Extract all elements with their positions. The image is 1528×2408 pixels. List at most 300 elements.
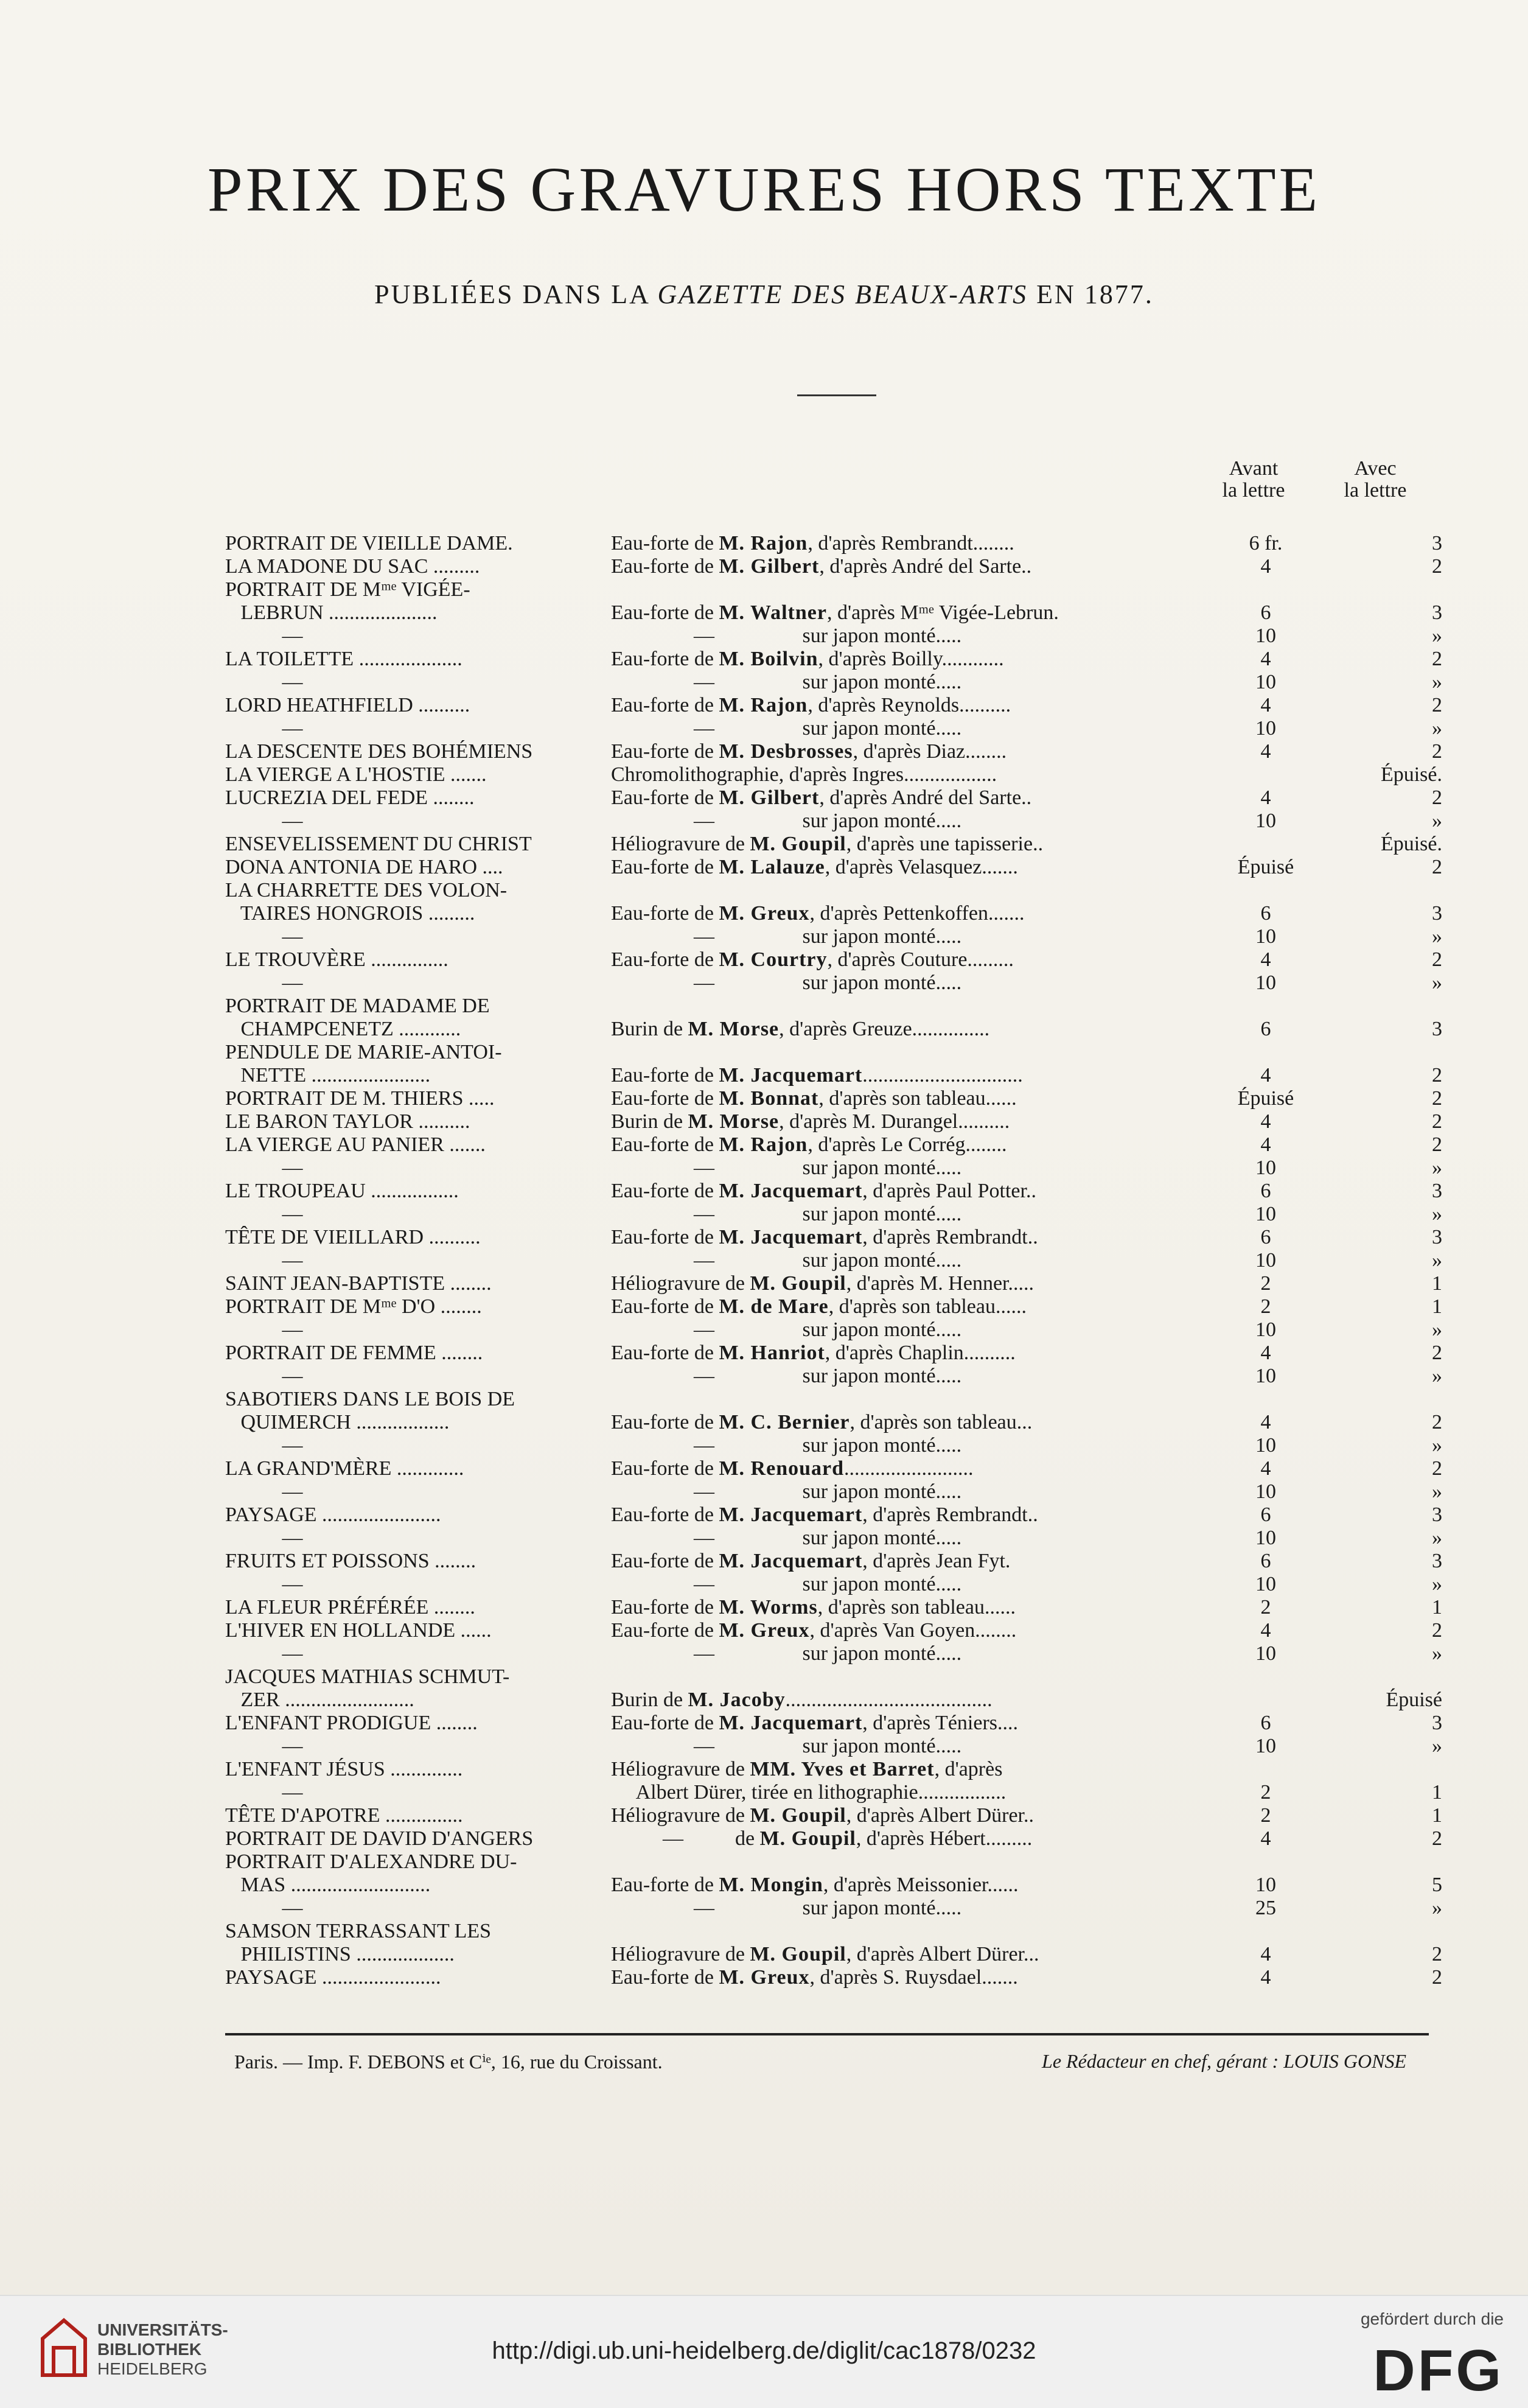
- price-avec: 3: [1432, 601, 1442, 624]
- printer-imprint: Paris. — Imp. F. DEBONS et Cⁱᵉ, 16, rue du Croissant.: [234, 2051, 663, 2073]
- technique-label: Eau-forte de: [611, 1411, 719, 1433]
- engraver-name: M. Gilbert: [719, 786, 820, 809]
- price-avant: 4: [1260, 1342, 1271, 1364]
- engraver-name: M. Desbrosses: [719, 740, 853, 763]
- engraver-name: M. Waltner: [719, 601, 827, 624]
- price-avec: 2: [1432, 694, 1442, 716]
- table-row: [225, 1249, 1442, 1272]
- engraver-name: M. Renouard: [719, 1457, 845, 1480]
- price-avant: 10: [1255, 1527, 1276, 1549]
- technique-label: Eau-forte de: [611, 948, 719, 971]
- source-note: , d'après: [934, 1758, 1003, 1780]
- price-avec: 3: [1432, 1180, 1442, 1202]
- engraving-title: LE BARON TAYLOR ..........: [225, 1110, 470, 1133]
- source-note: , d'après Van Goyen........: [809, 1619, 1017, 1642]
- subtitle-pre: PUBLIÉES DANS LA: [374, 279, 649, 309]
- engraver-name: M. Greux: [719, 902, 810, 925]
- engraving-title: —: [225, 1434, 303, 1457]
- engraving-technique: [611, 717, 1439, 740]
- engraving-technique: [611, 1619, 1439, 1642]
- source-note: sur japon monté.....: [802, 717, 962, 740]
- title-divider: [797, 394, 876, 396]
- technique-label: Eau-forte de: [611, 694, 719, 716]
- engraving-technique: [611, 1573, 1439, 1596]
- table-row: [225, 717, 1442, 740]
- engraving-technique: [611, 1342, 1439, 1365]
- engraving-technique: [611, 1318, 1439, 1342]
- price-avant: 10: [1255, 1318, 1276, 1341]
- engraving-title: PORTRAIT DE MADAME DE: [225, 995, 490, 1017]
- table-row: [225, 1110, 1442, 1133]
- price-avant: 2: [1260, 1596, 1271, 1619]
- engraver-name: M. Jacquemart: [719, 1226, 863, 1248]
- engraving-title: LUCREZIA DEL FEDE ........: [225, 786, 475, 809]
- price-avec: 1: [1432, 1781, 1442, 1804]
- technique-label: Héliogravure de: [611, 1804, 750, 1827]
- price-avant: 10: [1255, 1249, 1276, 1272]
- engraver-name: M. Rajon: [719, 694, 808, 716]
- engraving-technique: [611, 1110, 1439, 1133]
- table-row: [225, 1388, 1442, 1411]
- table-row: [225, 763, 1442, 786]
- price-avec: »: [1432, 1249, 1442, 1272]
- engraving-technique: [611, 763, 1439, 786]
- price-avant: 6: [1260, 1180, 1271, 1202]
- price-avant: 6 fr.: [1249, 532, 1283, 555]
- engraver-name: M. Boilvin: [719, 648, 818, 670]
- engraving-title: PORTRAIT DE Mᵐᵉ VIGÉE-: [225, 578, 470, 601]
- table-row: [225, 856, 1442, 879]
- price-avec: »: [1432, 1642, 1442, 1665]
- technique-label: —: [611, 1735, 803, 1757]
- technique-label: —: [611, 1573, 803, 1595]
- engraving-title: PAYSAGE .......................: [225, 1966, 441, 1989]
- table-row: [225, 879, 1442, 902]
- engraving-technique: [611, 1295, 1439, 1318]
- table-row: [225, 1758, 1442, 1781]
- engraving-technique: [611, 1249, 1439, 1272]
- technique-label: Eau-forte de: [611, 902, 719, 925]
- technique-label: — de: [611, 1827, 760, 1850]
- source-note: sur japon monté.....: [802, 625, 962, 647]
- engraving-technique: [611, 740, 1439, 763]
- price-avant: 10: [1255, 1735, 1276, 1757]
- source-note: , d'après Boilly............: [818, 648, 1004, 670]
- technique-label: Héliogravure de: [611, 833, 750, 855]
- engraving-title: LORD HEATHFIELD ..........: [225, 694, 470, 716]
- engraving-title: DONA ANTONIA DE HARO ....: [225, 856, 503, 878]
- table-row: [225, 1295, 1442, 1318]
- engraving-technique: [611, 625, 1439, 648]
- technique-label: —: [611, 1527, 803, 1549]
- technique-label: —: [611, 925, 803, 948]
- source-note: sur japon monté.....: [802, 1642, 962, 1665]
- engraver-name: M. Morse: [688, 1110, 780, 1133]
- engraving-technique: [611, 1943, 1439, 1966]
- source-note: sur japon monté.....: [802, 1573, 962, 1595]
- source-note: , d'après Velasquez.......: [825, 856, 1018, 878]
- price-avant: 10: [1255, 1157, 1276, 1179]
- source-note: sur japon monté.....: [802, 1434, 962, 1457]
- price-avant: 6: [1260, 1550, 1271, 1572]
- table-row: [225, 948, 1442, 971]
- engraver-name: M. Goupil: [750, 1943, 846, 1965]
- engraving-technique: [611, 1827, 1439, 1850]
- table-row: [225, 1087, 1442, 1110]
- table-row: [225, 1735, 1442, 1758]
- engraver-name: M. Goupil: [759, 1827, 856, 1850]
- table-row: [225, 925, 1442, 948]
- technique-label: Eau-forte de: [611, 648, 719, 670]
- technique-label: Eau-forte de: [611, 856, 719, 878]
- engraving-title: JACQUES MATHIAS SCHMUT-: [225, 1665, 510, 1688]
- price-avant: 10: [1255, 1434, 1276, 1457]
- source-note: sur japon monté.....: [802, 1249, 962, 1272]
- table-row: [225, 1920, 1442, 1943]
- engraver-name: M. Mongin: [719, 1874, 823, 1896]
- price-avec: 3: [1432, 532, 1442, 555]
- technique-label: —: [611, 1897, 803, 1919]
- engraving-title: —: [225, 1480, 303, 1503]
- table-row: [225, 1527, 1442, 1550]
- source-note: sur japon monté.....: [802, 1735, 962, 1757]
- technique-label: Eau-forte de: [611, 1180, 719, 1202]
- table-row: [225, 601, 1442, 625]
- column-header-avec: Avec la lettre: [1344, 457, 1407, 502]
- engraving-technique: [611, 601, 1439, 625]
- price-avec: 1: [1432, 1272, 1442, 1295]
- table-row: [225, 1342, 1442, 1365]
- technique-label: Eau-forte de: [611, 1712, 719, 1734]
- price-avant: 4: [1260, 1411, 1271, 1433]
- price-avant: 4: [1260, 786, 1271, 809]
- price-avec: »: [1432, 625, 1442, 647]
- price-avant: 4: [1260, 1827, 1271, 1850]
- table-row: [225, 1434, 1442, 1457]
- source-note: sur japon monté.....: [802, 1318, 962, 1341]
- source-note: , d'après Rembrandt..: [862, 1226, 1038, 1248]
- engraving-title: SAMSON TERRASSANT LES: [225, 1920, 492, 1942]
- price-avec: »: [1432, 1318, 1442, 1341]
- column-header-avant: Avant la lettre: [1222, 457, 1285, 502]
- engraver-name: M. Goupil: [750, 1804, 846, 1827]
- engraver-name: M. Jacoby: [688, 1689, 786, 1711]
- table-row: [225, 786, 1442, 810]
- engraving-technique: [611, 1527, 1439, 1550]
- price-avant: 10: [1255, 1874, 1276, 1896]
- table-row: [225, 1018, 1442, 1041]
- source-note: , d'après Le Corrég........: [808, 1133, 1007, 1156]
- engraving-title: LA GRAND'MÈRE .............: [225, 1457, 464, 1480]
- source-note: sur japon monté.....: [802, 1365, 962, 1387]
- source-note: , d'après Couture.........: [827, 948, 1014, 971]
- price-avant: 6: [1260, 1712, 1271, 1734]
- price-avant: 2: [1260, 1781, 1271, 1804]
- engraving-title: —: [225, 1527, 303, 1549]
- engraving-technique: [611, 1180, 1439, 1203]
- source-note: sur japon monté.....: [802, 971, 962, 994]
- engraving-title: QUIMERCH ..................: [225, 1411, 450, 1433]
- price-avec: »: [1432, 1203, 1442, 1225]
- source-note: sur japon monté.....: [802, 810, 962, 832]
- price-avant: 25: [1255, 1897, 1276, 1919]
- table-row: [225, 694, 1442, 717]
- table-row: [225, 1480, 1442, 1503]
- price-avec: »: [1432, 1365, 1442, 1387]
- engraving-technique: [611, 1064, 1439, 1087]
- technique-label: —: [611, 1249, 803, 1272]
- price-avec: 3: [1432, 1712, 1442, 1734]
- price-avant: 6: [1260, 1503, 1271, 1526]
- engraving-title: —: [225, 717, 303, 740]
- source-note: , d'après Paul Potter..: [862, 1180, 1036, 1202]
- price-avec: 2: [1432, 1342, 1442, 1364]
- source-note: , d'après son tableau......: [817, 1596, 1016, 1619]
- price-avant: 10: [1255, 1203, 1276, 1225]
- engraving-title: —: [225, 1735, 303, 1757]
- engraving-technique: [611, 1689, 1439, 1712]
- source-note: sur japon monté.....: [802, 1527, 962, 1549]
- source-note: , d'après Hébert.........: [856, 1827, 1033, 1850]
- engraving-title: —: [225, 1365, 303, 1387]
- price-avec: »: [1432, 1434, 1442, 1457]
- engraving-title: —: [225, 1203, 303, 1225]
- engraver-name: M. Morse: [688, 1018, 780, 1040]
- table-row: [225, 1966, 1442, 1989]
- technique-label: Eau-forte de: [611, 1550, 719, 1572]
- technique-label: —: [611, 971, 803, 994]
- price-avec: 2: [1432, 1619, 1442, 1642]
- engraver-name: M. Worms: [719, 1596, 818, 1619]
- engraver-name: M. Goupil: [750, 1272, 846, 1295]
- engraving-technique: [611, 1758, 1439, 1781]
- table-row: [225, 1365, 1442, 1388]
- engraving-technique: [611, 786, 1439, 810]
- technique-label: Eau-forte de: [611, 786, 719, 809]
- price-avec: Épuisé: [1386, 1689, 1442, 1711]
- price-avant: 4: [1260, 1943, 1271, 1965]
- price-avec: 3: [1432, 1226, 1442, 1248]
- price-avant: 10: [1255, 1365, 1276, 1387]
- source-note: , d'après son tableau...: [849, 1411, 1033, 1433]
- price-avec: »: [1432, 1735, 1442, 1757]
- engraving-title: —: [225, 671, 303, 693]
- price-avec: 3: [1432, 1550, 1442, 1572]
- price-avec: 2: [1432, 786, 1442, 809]
- table-row: [225, 648, 1442, 671]
- engraver-name: MM. Yves et Barret: [750, 1758, 935, 1780]
- source-note: sur japon monté.....: [802, 671, 962, 693]
- digitization-footer: [0, 2295, 1528, 2408]
- table-row: [225, 1180, 1442, 1203]
- engraving-technique: [611, 810, 1439, 833]
- engraving-technique: [611, 1735, 1439, 1758]
- price-avec: 2: [1432, 1133, 1442, 1156]
- price-avant: 4: [1260, 948, 1271, 971]
- engraving-technique: [611, 1550, 1439, 1573]
- engraving-technique: [611, 833, 1439, 856]
- uni-line-1: UNIVERSITÄTS-: [97, 2320, 228, 2339]
- source-note: ........................................: [785, 1689, 993, 1711]
- table-row: [225, 1596, 1442, 1619]
- engraving-title: LA TOILETTE ....................: [225, 648, 462, 670]
- table-row: [225, 1943, 1442, 1966]
- engraving-technique: [611, 1434, 1439, 1457]
- technique-label: Eau-forte de: [611, 1087, 719, 1110]
- price-avant: 10: [1255, 925, 1276, 948]
- table-row: [225, 1503, 1442, 1527]
- technique-label: Eau-forte de: [611, 1874, 719, 1896]
- engraving-title: PHILISTINS ...................: [225, 1943, 455, 1965]
- source-note: , d'après Albert Dürer...: [846, 1943, 1039, 1965]
- source-note: , d'après Diaz........: [853, 740, 1007, 763]
- engraving-technique: [611, 694, 1439, 717]
- price-avant: 6: [1260, 1018, 1271, 1040]
- technique-label: —: [611, 1642, 803, 1665]
- table-row: [225, 833, 1442, 856]
- price-avant: 4: [1260, 1966, 1271, 1989]
- technique-label: Eau-forte de: [611, 1966, 719, 1989]
- table-row: [225, 1827, 1442, 1850]
- source-note: sur japon monté.....: [802, 925, 962, 948]
- technique-label: —: [611, 1480, 803, 1503]
- price-avec: »: [1432, 1480, 1442, 1503]
- table-row: [225, 995, 1442, 1018]
- table-row: [225, 1642, 1442, 1665]
- engraving-title: LA MADONE DU SAC .........: [225, 555, 480, 578]
- price-avant: 2: [1260, 1295, 1271, 1318]
- technique-label: Eau-forte de: [611, 1295, 719, 1318]
- price-avant: 10: [1255, 1573, 1276, 1595]
- source-url-link[interactable]: http://digi.ub.uni-heidelberg.de/diglit/cac1878/0232: [492, 2337, 1036, 2364]
- engraving-title: FRUITS ET POISSONS ........: [225, 1550, 476, 1572]
- price-avant: 10: [1255, 1480, 1276, 1503]
- table-row: [225, 1781, 1442, 1804]
- engraving-technique: [611, 1457, 1439, 1480]
- engraving-technique: [611, 532, 1439, 555]
- technique-label: Héliogravure de: [611, 1272, 750, 1295]
- technique-label: Chromolithographie, d'après Ingres..................: [611, 763, 997, 786]
- engraving-technique: [611, 902, 1439, 925]
- price-avec: 2: [1432, 1943, 1442, 1965]
- engraver-name: M. de Mare: [719, 1295, 829, 1318]
- table-row: [225, 1874, 1442, 1897]
- subtitle-journal: GAZETTE DES BEAUX-ARTS: [657, 279, 1028, 309]
- engraver-name: M. Jacquemart: [719, 1712, 863, 1734]
- table-row: [225, 1665, 1442, 1689]
- table-row: [225, 971, 1442, 995]
- source-note: , d'après Jean Fyt.: [862, 1550, 1011, 1572]
- price-avec: 1: [1432, 1804, 1442, 1827]
- engraving-technique: [611, 1503, 1439, 1527]
- engraver-name: M. Greux: [719, 1619, 810, 1642]
- price-avant: 6: [1260, 902, 1271, 925]
- engraving-title: LEBRUN .....................: [225, 601, 438, 624]
- engraving-title: PORTRAIT DE Mᵐᵉ D'O ........: [225, 1295, 482, 1318]
- table-row: [225, 1318, 1442, 1342]
- table-row: [225, 1804, 1442, 1827]
- engraver-name: M. Greux: [719, 1966, 810, 1989]
- engraving-technique: [611, 1203, 1439, 1226]
- funding-note: gefördert durch die: [1360, 2309, 1504, 2328]
- technique-label: Eau-forte de: [611, 1133, 719, 1156]
- price-avant: 4: [1260, 1110, 1271, 1133]
- engraving-title: PORTRAIT D'ALEXANDRE DU-: [225, 1850, 517, 1873]
- engraver-name: M. Bonnat: [719, 1087, 819, 1110]
- price-avant: 6: [1260, 1226, 1271, 1248]
- price-avec: »: [1432, 810, 1442, 832]
- page-subtitle: [0, 279, 1528, 310]
- engraving-technique: [611, 925, 1439, 948]
- table-row: [225, 1573, 1442, 1596]
- technique-label: Eau-forte de: [611, 740, 719, 763]
- table-row: [225, 1133, 1442, 1157]
- engraving-title: TÊTE DE VIEILLARD ..........: [225, 1226, 481, 1248]
- price-avant: 4: [1260, 694, 1271, 716]
- engraving-title: PORTRAIT DE VIEILLE DAME.: [225, 532, 513, 555]
- engraving-technique: [611, 1897, 1439, 1920]
- table-row: [225, 1064, 1442, 1087]
- price-avec: Épuisé.: [1380, 833, 1442, 855]
- price-avec: 3: [1432, 1503, 1442, 1526]
- technique-label: Eau-forte de: [611, 1503, 719, 1526]
- price-avec: 2: [1432, 856, 1442, 878]
- table-row: [225, 1226, 1442, 1249]
- engraving-title: —: [225, 1249, 303, 1272]
- engraving-title: PORTRAIT DE M. THIERS .....: [225, 1087, 495, 1110]
- engraver-name: M. Jacquemart: [719, 1503, 863, 1526]
- technique-label: Burin de: [611, 1689, 688, 1711]
- price-avant: 10: [1255, 810, 1276, 832]
- engraving-title: PORTRAIT DE FEMME ........: [225, 1342, 483, 1364]
- technique-label: Burin de: [611, 1110, 688, 1133]
- technique-label: —: [611, 717, 803, 740]
- price-avec: 2: [1432, 555, 1442, 578]
- source-note: , d'après son tableau......: [828, 1295, 1027, 1318]
- engraving-title: LA VIERGE AU PANIER .......: [225, 1133, 486, 1156]
- table-row: [225, 1689, 1442, 1712]
- source-note: , d'après M. Durangel..........: [779, 1110, 1010, 1133]
- price-avec: 2: [1432, 1110, 1442, 1133]
- uni-line-2: BIBLIOTHEK: [97, 2340, 202, 2359]
- table-row: [225, 555, 1442, 578]
- price-avec: 2: [1432, 740, 1442, 763]
- source-note: , d'après une tapisserie..: [846, 833, 1044, 855]
- price-avant: 10: [1255, 1642, 1276, 1665]
- table-row: [225, 902, 1442, 925]
- price-avant: 10: [1255, 717, 1276, 740]
- source-note: , d'après S. Ruysdael.......: [809, 1966, 1018, 1989]
- engraving-title: TAIRES HONGROIS .........: [225, 902, 475, 925]
- table-row: [225, 1272, 1442, 1295]
- engraving-title: LA VIERGE A L'HOSTIE .......: [225, 763, 487, 786]
- uni-line-3: HEIDELBERG: [97, 2359, 208, 2378]
- engraving-title: —: [225, 625, 303, 647]
- page-title: PRIX DES GRAVURES HORS TEXTE: [207, 155, 1321, 225]
- engraving-title: —: [225, 925, 303, 948]
- engraving-title: —: [225, 1157, 303, 1179]
- engraving-title: —: [225, 810, 303, 832]
- source-note: , d'après André del Sarte..: [819, 555, 1032, 578]
- technique-label: —: [611, 1318, 803, 1341]
- price-avec: »: [1432, 925, 1442, 948]
- engraving-technique: [611, 948, 1439, 971]
- engraving-title: LA CHARRETTE DES VOLON-: [225, 879, 508, 901]
- engraving-title: LE TROUPEAU .................: [225, 1180, 459, 1202]
- price-avec: 3: [1432, 1018, 1442, 1040]
- editor-credit: Le Rédacteur en chef, gérant : LOUIS GONSE: [1042, 2050, 1406, 2072]
- table-row: [225, 1897, 1442, 1920]
